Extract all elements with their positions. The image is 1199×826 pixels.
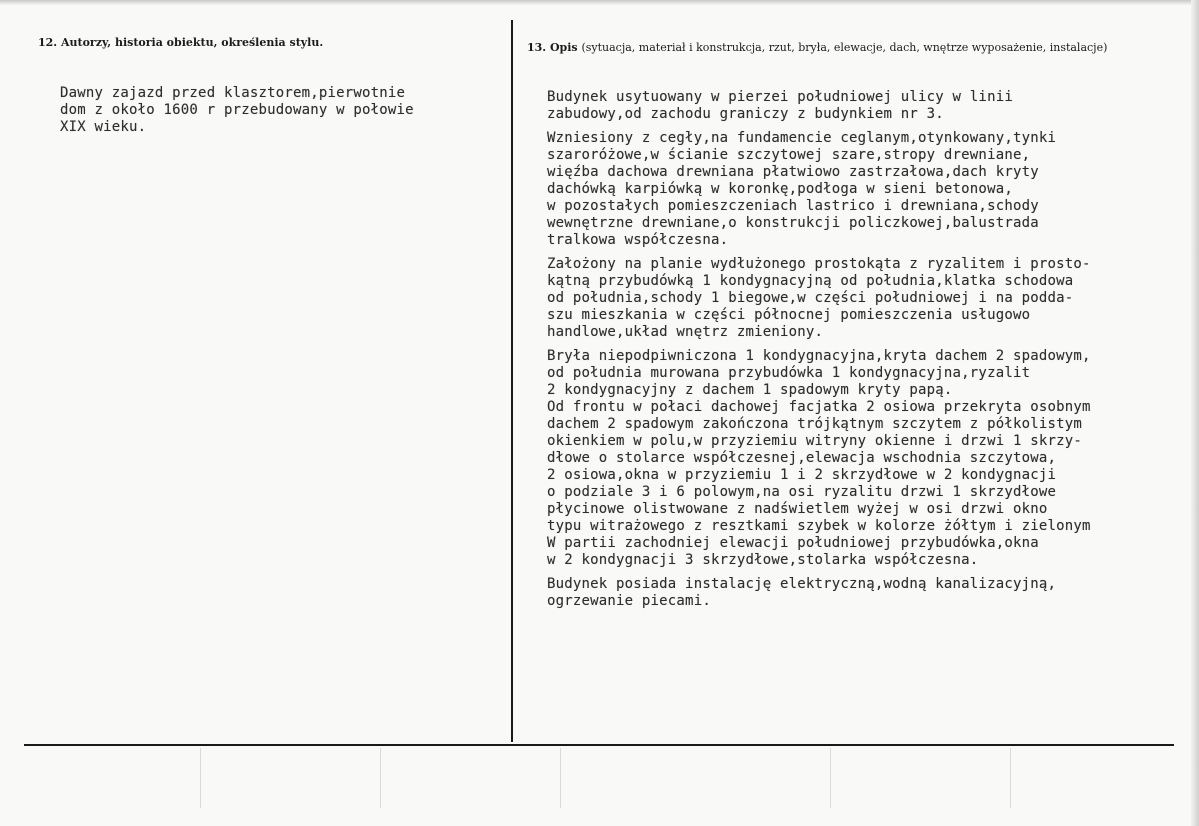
description-line: 2 osiowa,okna w przyziemiu 1 i 2 skrzydłowe w 2 kondygnacji xyxy=(547,467,1057,483)
ghost-column-line xyxy=(200,748,201,808)
description-text xyxy=(547,89,1091,617)
description-paragraph xyxy=(547,130,1091,249)
description-line: szaroróżowe,w ścianie szczytowej szare,stropy drewniane, xyxy=(547,147,1031,163)
description-line: w pozostałych pomieszczeniach lastrico i drewniana,schody xyxy=(547,198,1039,214)
ghost-column-line xyxy=(1010,748,1011,808)
section-13-subtitle: (sytuacja, materiał i konstrukcja, rzut, bryła, elewacje, dach, wnętrze wyposażenie, instalacje) xyxy=(581,41,1108,54)
section-13-title: 13. Opis xyxy=(527,41,578,54)
description-line: od południa murowana przybudówka 1 kondygnacyjna,ryzalit xyxy=(547,365,1031,381)
ghost-column-line xyxy=(830,748,831,808)
description-paragraph xyxy=(547,576,1091,610)
description-line: Wzniesiony z cegły,na fundamencie ceglanym,otynkowany,tynki xyxy=(547,130,1057,146)
description-line: W partii zachodniej elewacji południowej przybudówka,okna xyxy=(547,535,1039,551)
description-line: Budynek usytuowany w pierzei południowej ulicy w linii xyxy=(547,89,1013,105)
description-line: zabudowy,od zachodu graniczy z budynkiem nr 3. xyxy=(547,106,944,122)
description-line: dachówką karpiówką w koronkę,podłoga w sieni betonowa, xyxy=(547,181,1013,197)
description-line: dachem 2 spadowym zakończona trójkątnym szczytem z półkolistym xyxy=(547,416,1082,432)
description-paragraph xyxy=(547,348,1091,569)
paper-edge-top xyxy=(0,0,1199,5)
description-line: handlowe,układ wnętrz zmieniony. xyxy=(547,324,824,340)
history-text xyxy=(60,85,414,136)
description-line: w 2 kondygnacji 3 skrzydłowe,stolarka współczesna. xyxy=(547,552,979,568)
paper-edge-right xyxy=(1191,0,1199,826)
description-line: typu witrażowego z resztkami szybek w kolorze żółtym i zielonym xyxy=(547,518,1091,534)
description-line: Bryła niepodpiwniczona 1 kondygnacyjna,kryta dachem 2 spadowym, xyxy=(547,348,1091,364)
description-line: więźba dachowa drewniana płatwiowo zastrzałowa,dach kryty xyxy=(547,164,1039,180)
bottom-rule xyxy=(24,744,1174,746)
description-line: od południa,schody 1 biegowe,w części południowej i na podda- xyxy=(547,290,1074,306)
column-divider xyxy=(511,20,513,742)
ghost-column-line xyxy=(560,748,561,808)
description-line: szu mieszkania w części północnej pomieszczenia usługowo xyxy=(547,307,1031,323)
description-line: 2 kondygnacyjny z dachem 1 spadowym kryty papą. xyxy=(547,382,953,398)
description-line: tralkowa współczesna. xyxy=(547,232,729,248)
description-line: wewnętrzne drewniane,o konstrukcji policzkowej,balustrada xyxy=(547,215,1039,231)
description-line: płycinowe olistwowane z nadświetlem wyżej w osi drzwi okno xyxy=(547,501,1048,517)
description-line: o podziale 3 i 6 polowym,na osi ryzalitu drzwi 1 skrzydłowe xyxy=(547,484,1057,500)
description-line: ogrzewanie piecami. xyxy=(547,593,711,609)
description-line: dłowe o stolarce współczesnej,elewacja wschodnia szczytowa, xyxy=(547,450,1057,466)
description-line: kątną przybudówką 1 kondygnacyjną od południa,klatka schodowa xyxy=(547,273,1074,289)
description-line: okienkiem w polu,w przyziemiu witryny okienne i drzwi 1 skrzy- xyxy=(547,433,1082,449)
history-line: dom z około 1600 r przebudowany w połowie xyxy=(60,102,414,118)
ghost-column-line xyxy=(380,748,381,808)
description-line: Budynek posiada instalację elektryczną,wodną kanalizacyjną, xyxy=(547,576,1057,592)
section-12-label: 12. Autorzy, historia obiektu, określenia stylu. xyxy=(38,36,324,49)
description-paragraph xyxy=(547,89,1091,123)
description-line: Założony na planie wydłużonego prostokąta z ryzalitem i prosto- xyxy=(547,256,1091,272)
history-line: Dawny zajazd przed klasztorem,pierwotnie xyxy=(60,85,406,101)
history-line: XIX wieku. xyxy=(60,119,147,135)
description-line: Od frontu w połaci dachowej facjatka 2 osiowa przekryta osobnym xyxy=(547,399,1091,415)
section-13-label xyxy=(527,41,1107,54)
description-paragraph xyxy=(547,256,1091,341)
